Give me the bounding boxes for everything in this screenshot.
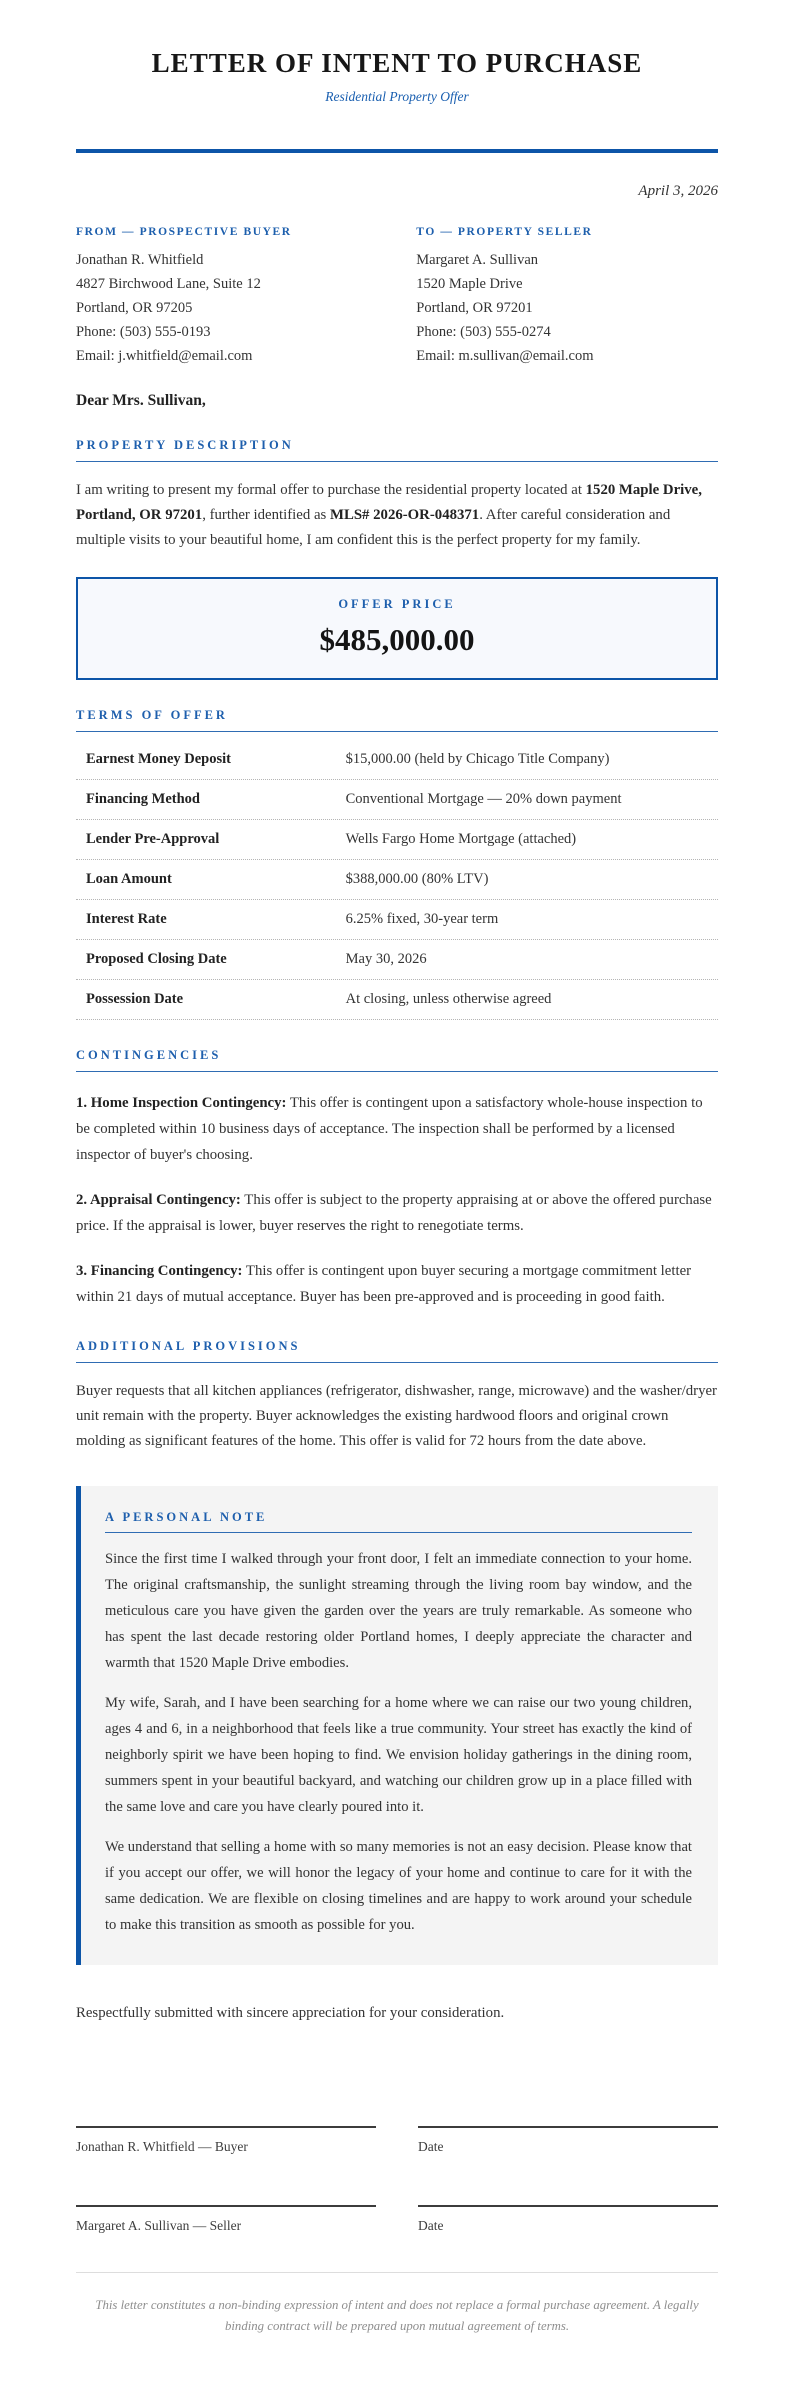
header-divider — [76, 149, 718, 153]
seller-name: Margaret A. Sullivan — [416, 252, 539, 268]
contingency-item-3 — [76, 1259, 718, 1311]
term-label: Earnest Money Deposit — [86, 751, 231, 768]
seller-signature-line — [76, 2205, 376, 2234]
seller-email: Email: m.sullivan@email.com — [416, 348, 594, 364]
term-value: 6.25% fixed, 30-year term — [345, 911, 499, 928]
term-value: Conventional Mortgage — 20% down payment — [345, 791, 622, 808]
term-label: Interest Rate — [86, 911, 167, 928]
buyer-name: Jonathan R. Whitfield — [76, 252, 204, 268]
section-label-contingencies: CONTINGENCIES — [76, 1048, 718, 1072]
buyer-address-line2: Portland, OR 97205 — [76, 300, 193, 316]
seller-signature-label: Margaret A. Sullivan — Seller — [76, 2217, 242, 2233]
section-label-terms: TERMS OF OFFER — [76, 708, 718, 732]
offer-price-label: OFFER PRICE — [338, 597, 456, 612]
term-label: Possession Date — [86, 991, 184, 1008]
property-address-bold: 1520 Maple Drive, Portland, OR 97201 — [76, 482, 702, 524]
buyer-address-line1: 4827 Birchwood Lane, Suite 12 — [76, 276, 261, 292]
buyer-contact-block — [76, 226, 416, 368]
term-value: $388,000.00 (80% LTV) — [345, 871, 489, 888]
page-subtitle: Residential Property Offer — [325, 89, 469, 104]
seller-block-label: TO — PROPERTY SELLER — [416, 226, 593, 238]
intro-text-3: . After careful consideration and multiple visits to your beautiful home, I am confident this is the perfect property for my family. — [76, 507, 671, 549]
seller-address-line2: Portland, OR 97201 — [416, 300, 533, 316]
seller-phone: Phone: (503) 555-0274 — [416, 324, 551, 340]
contingency-2-lead: 2. Appraisal Contingency: — [76, 1192, 241, 1209]
seller-address-line1: 1520 Maple Drive — [416, 276, 523, 292]
closing-statement: Respectfully submitted with sincere appreciation for your consideration. — [76, 2004, 505, 2021]
footer — [76, 2272, 718, 2337]
seller-signature-row — [76, 2205, 718, 2234]
contingency-item-2 — [76, 1188, 718, 1240]
buyer-phone: Phone: (503) 555-0193 — [76, 324, 211, 340]
property-description-paragraph — [76, 478, 718, 553]
contingency-3-lead: 3. Financing Contingency: — [76, 1262, 243, 1279]
intro-text-2: , further identified as — [202, 507, 330, 524]
buyer-signature-label: Jonathan R. Whitfield — Buyer — [76, 2138, 248, 2154]
additional-provisions-paragraph: Buyer requests that all kitchen appliances (refrigerator, dishwasher, range, microwave) and the washer/dryer unit remain with the property. Buyer acknowledges the existing hardwood floors and original crown molding as significant features of the home. This offer is valid for 72 hours from the date above. — [76, 1382, 717, 1449]
footer-disclaimer: This letter constitutes a non-binding expression of intent and does not replace a formal purchase agreement. A legally binding contract will be prepared upon mutual agreement of terms. — [95, 2297, 699, 2333]
letter-date: April 3, 2026 — [638, 183, 718, 199]
buyer-block-label: FROM — PROSPECTIVE BUYER — [76, 226, 292, 238]
buyer-signature-line — [76, 2126, 376, 2155]
personal-note-box — [76, 1486, 718, 1965]
contingency-2-body: This offer is subject to the property appraising at or above the offered purchase price. If the appraisal is lower, buyer reserves the right to renegotiate terms. — [76, 1192, 712, 1234]
term-label: Lender Pre-Approval — [86, 831, 220, 848]
contingency-1-body: This offer is contingent upon a satisfactory whole-house inspection to be completed within 10 business days of acceptance. The inspection shall be performed by a licensed inspector of buyer's choosing. — [76, 1095, 703, 1164]
contingency-3-body: This offer is contingent upon buyer securing a mortgage commitment letter within 21 days of mutual acceptance. Buyer has been pre-approved and is proceeding in good faith. — [76, 1262, 692, 1305]
term-value: At closing, unless otherwise agreed — [345, 991, 552, 1008]
page-title: LETTER OF INTENT TO PURCHASE — [151, 48, 643, 78]
seller-date-line — [418, 2205, 718, 2234]
personal-note-label: A PERSONAL NOTE — [105, 1510, 692, 1533]
term-value: Wells Fargo Home Mortgage (attached) — [345, 831, 577, 848]
table-row — [76, 940, 718, 980]
personal-note-paragraph-3: We understand that selling a home with so many memories is not an easy decision. Please know that if you accept our offer, we will honor the legacy of your home and continue to care for it with the same dedication. We are flexible on closing timelines and are happy to work around your schedule to make this transition as smooth as possible for you. — [105, 1838, 692, 1933]
seller-contact-block — [416, 226, 718, 368]
offer-price-amount: $485,000.00 — [319, 622, 475, 658]
table-row — [76, 860, 718, 900]
table-row — [76, 900, 718, 940]
term-label: Loan Amount — [86, 871, 172, 888]
contingency-1-lead: 1. Home Inspection Contingency: — [76, 1095, 287, 1112]
section-label-additional-provisions: ADDITIONAL PROVISIONS — [76, 1339, 718, 1363]
salutation: Dear Mrs. Sullivan, — [76, 392, 206, 409]
buyer-date-label: Date — [418, 2138, 444, 2154]
buyer-email: Email: j.whitfield@email.com — [76, 348, 253, 364]
terms-table — [76, 740, 718, 1020]
intro-text-1: I am writing to present my formal offer to purchase the residential property located at — [76, 482, 586, 498]
buyer-date-line — [418, 2126, 718, 2155]
section-label-property-description: PROPERTY DESCRIPTION — [76, 438, 718, 462]
buyer-signature-row — [76, 2126, 718, 2155]
table-row — [76, 740, 718, 780]
table-row — [76, 820, 718, 860]
term-label: Proposed Closing Date — [86, 951, 227, 968]
mls-number-bold: MLS# 2026-OR-048371 — [329, 507, 480, 524]
table-row — [76, 780, 718, 820]
term-value: $15,000.00 (held by Chicago Title Company) — [345, 751, 610, 768]
personal-note-paragraph-1: Since the first time I walked through your front door, I felt an immediate connection to your home. The original craftsmanship, the sunlight streaming through the living room bay window, and the meticulous care you have given the garden over the years are truly remarkable. As someone who has spent the last decade restoring older Portland homes, I deeply appreciate the character and warmth that 1520 Maple Drive embodies. — [105, 1551, 692, 1671]
seller-date-label: Date — [418, 2217, 444, 2233]
personal-note-paragraph-2: My wife, Sarah, and I have been searching for a home where we can raise our two young children, ages 4 and 6, in a neighborhood that feels like a true community. Your street has exactly the kind of neighborly spirit we have been hoping to find. We envision holiday gatherings in the dining room, summers spent in your beautiful backyard, and watching our children grow up in a place filled with the same love and care you have clearly poured into it. — [105, 1694, 692, 1815]
table-row — [76, 980, 718, 1020]
contingency-item-1 — [76, 1091, 718, 1169]
contact-blocks — [76, 226, 718, 368]
term-label: Financing Method — [86, 791, 200, 808]
offer-price-box — [76, 577, 718, 680]
term-value: May 30, 2026 — [345, 951, 427, 968]
